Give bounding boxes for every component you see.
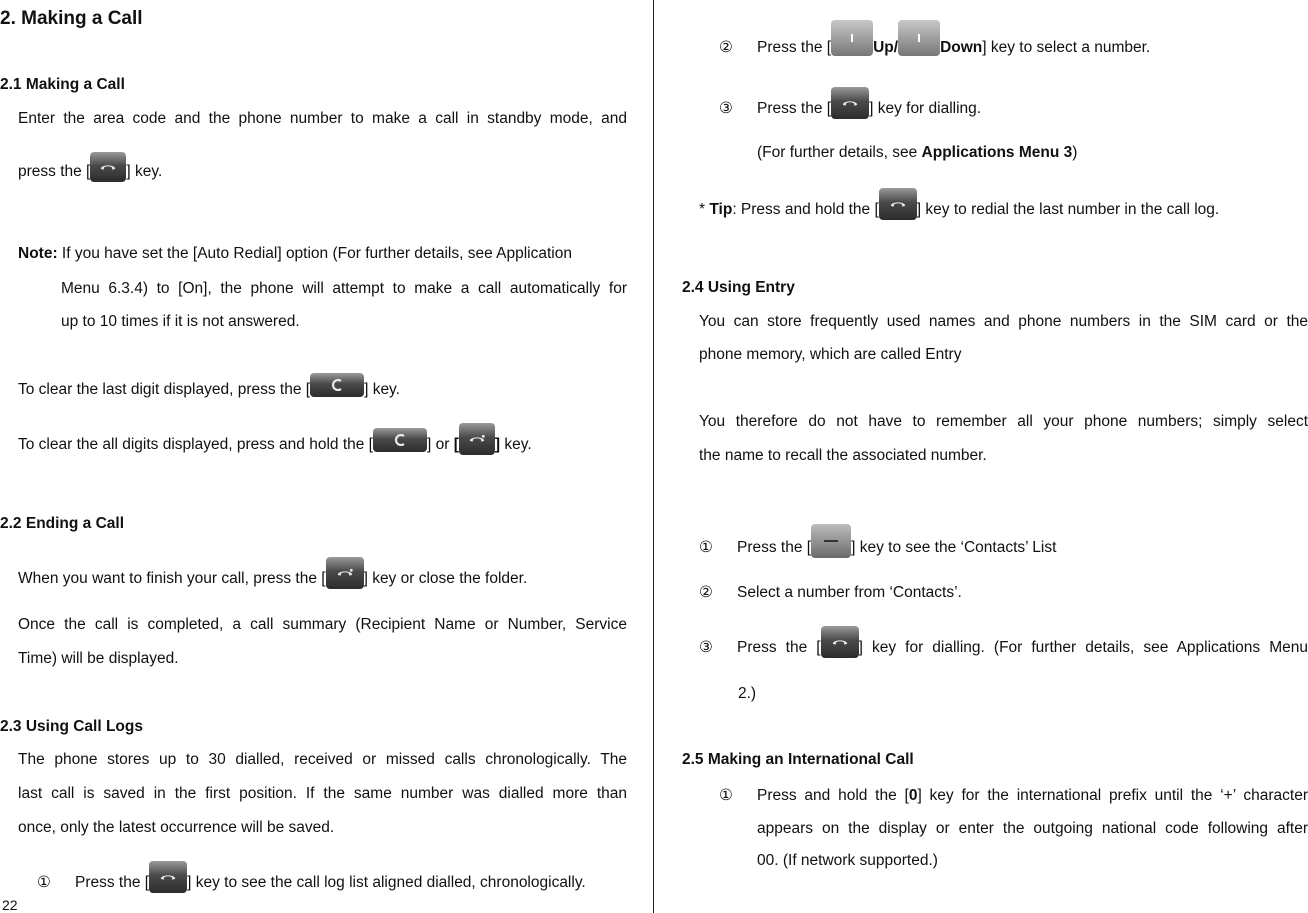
call-log-step-3-note: (For further details, see Applications Menu 3) <box>757 144 1078 161</box>
paragraph-2-3-line3: once, only the latest occurrence will be saved. <box>18 819 335 836</box>
paragraph-2-2-line1: When you want to finish your call, press the [ ] key or close the folder. <box>18 557 527 589</box>
call-log-step-1: ① Press the [ ] key to see the call log list aligned dialled, chronologically. <box>37 861 586 893</box>
section-heading-2-3: 2.3 Using Call Logs <box>0 718 143 735</box>
menu-key-icon <box>811 524 851 558</box>
note: Note: If you have set the [Auto Redial] option (For further details, see Application <box>18 245 572 262</box>
note-line2: Menu 6.3.4) to [On], the phone will attempt to make a call automatically for <box>61 280 627 297</box>
call-log-step-3: ③ Press the [ ] key for dialling. <box>719 87 981 119</box>
clear-key-icon <box>373 428 427 452</box>
paragraph-2-4-line3: You therefore do not have to remember all your phone numbers; simply select <box>699 413 1308 430</box>
entry-step-3-line2: 2.) <box>738 685 757 702</box>
page-number: 22 <box>2 897 18 913</box>
send-key-icon <box>149 861 187 893</box>
column-divider <box>653 0 654 913</box>
end-key-icon <box>459 423 495 455</box>
send-key-icon <box>879 188 917 220</box>
send-key-icon <box>831 87 869 119</box>
section-heading-2-2: 2.2 Ending a Call <box>0 515 125 532</box>
send-key-icon <box>90 152 126 182</box>
clear-key-icon <box>310 373 364 397</box>
send-key-icon <box>821 626 859 658</box>
intl-step-1-line3: 00. (If network supported.) <box>757 852 938 869</box>
paragraph-2-4-line1: You can store frequently used names and phone numbers in the SIM card or the <box>699 313 1308 330</box>
section-heading-2-1: 2.1 Making a Call <box>0 76 125 93</box>
end-key-icon <box>326 557 364 589</box>
paragraph-2-2-line3: Time) will be displayed. <box>18 650 179 667</box>
paragraph-2-3-line1: The phone stores up to 30 dialled, received or missed calls chronologically. The <box>18 751 627 768</box>
page-title: 2. Making a Call <box>0 8 143 29</box>
tip: * Tip: Press and hold the [ ] key to redial the last number in the call log. <box>699 188 1219 220</box>
paragraph-2-1-line1: Enter the area code and the phone number to make a call in standby mode, and <box>18 110 627 127</box>
intl-step-1: ① Press and hold the [0] key for the international prefix until the ‘+’ character <box>719 787 1308 804</box>
note-line3: up to 10 times if it is not answered. <box>61 313 300 330</box>
entry-step-3: ③ Press the [ ] key for dialling. (For further details, see Applications Menu <box>699 626 1308 658</box>
paragraph-2-4-line2: phone memory, which are called Entry <box>699 346 962 363</box>
section-heading-2-5: 2.5 Making an International Call <box>682 751 914 768</box>
section-heading-2-4: 2.4 Using Entry <box>682 279 795 296</box>
call-log-step-2: ② Press the [ Up/ Down] key to select a number. <box>719 20 1150 57</box>
clear-last-digit: To clear the last digit displayed, press the [ ] key. <box>18 373 400 399</box>
navigation-key-icon <box>831 20 873 56</box>
intl-step-1-line2: appears on the display or enter the outgoing national code following after <box>757 820 1308 837</box>
clear-all-digits: To clear the all digits displayed, press and hold the [ ] or [ ] key. <box>18 423 532 455</box>
navigation-key-icon <box>898 20 940 56</box>
paragraph-2-3-line2: last call is saved in the first position. If the same number was dialled more than <box>18 785 627 802</box>
paragraph-2-4-line4: the name to recall the associated number. <box>699 447 987 464</box>
paragraph-2-2-line2: Once the call is completed, a call summary (Recipient Name or Number, Service <box>18 616 627 633</box>
entry-step-1: ① Press the [ ] key to see the ‘Contacts’ List <box>699 524 1056 558</box>
paragraph-2-1-line2: press the [ ] key. <box>18 152 162 182</box>
entry-step-2: ② Select a number from ‘Contacts’. <box>699 584 962 601</box>
